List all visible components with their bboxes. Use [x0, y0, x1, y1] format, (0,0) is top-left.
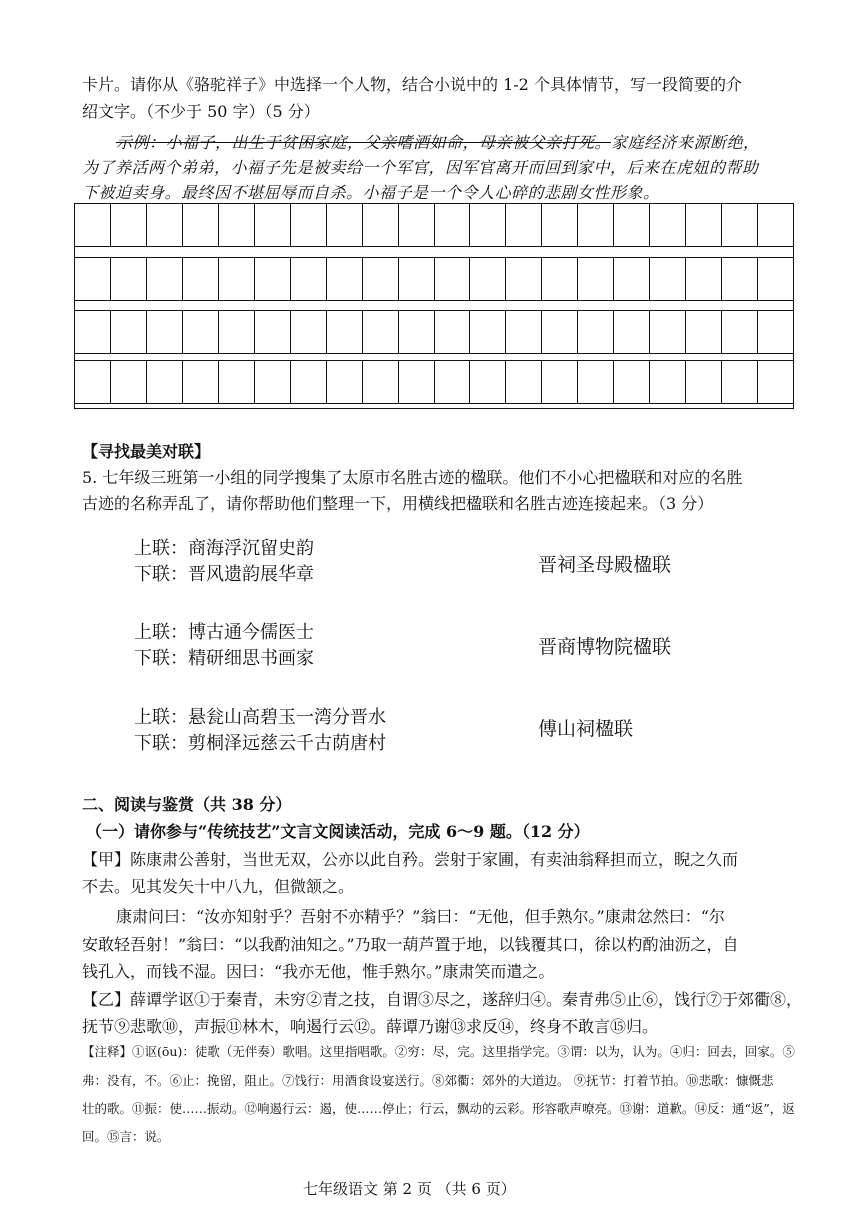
grid-cell[interactable]: [291, 311, 327, 353]
grid-cell[interactable]: [183, 361, 219, 403]
q5-line1: 5. 七年级三班第一小组的同学搜集了太原市名胜古迹的楹联。他们不小心把楹联和对应的名胜: [82, 468, 743, 487]
grid-cell[interactable]: [363, 311, 399, 353]
q4-example-rest: 家庭经济来源断绝，: [611, 133, 760, 152]
passage-jia-line: 安敢轻吾射！”翁曰：“以我酌油知之。”乃取一葫芦置于地，以钱覆其口，徐以杓酌油沥之，自: [82, 935, 739, 954]
grid-cell[interactable]: [219, 361, 255, 403]
grid-cell[interactable]: [111, 361, 147, 403]
couplet-lower: 下联：精研细思书画家: [134, 648, 314, 669]
grid-cell[interactable]: [542, 361, 578, 403]
grid-cell[interactable]: [542, 204, 578, 246]
grid-cell[interactable]: [470, 258, 506, 300]
annotation-line: 【注释】①讴(ōu)：徒歌（无伴奏）歌唱。这里指唱歌。②穷：尽，完。这里指学完。③谓：以为，认为。④归：回去，回家。⑤: [82, 1044, 795, 1059]
writing-grid[interactable]: [74, 203, 794, 409]
grid-cell[interactable]: [686, 361, 722, 403]
grid-cell[interactable]: [291, 258, 327, 300]
site-name[interactable]: 傅山祠楹联: [538, 718, 634, 740]
grid-cell[interactable]: [255, 361, 291, 403]
couplet-upper: 上联：博古通今儒医士: [134, 622, 314, 643]
site-name[interactable]: 晋祠圣母殿楹联: [538, 554, 672, 576]
grid-cell[interactable]: [147, 204, 183, 246]
grid-cell[interactable]: [219, 311, 255, 353]
grid-cell[interactable]: [542, 258, 578, 300]
q4-example-struck-text: 示例：小福子，出生于贫困家庭，父亲嗜酒如命，母亲被父亲打死。: [116, 133, 612, 152]
q4-line2: 绍文字。（不少于 50 字）（5 分）: [82, 102, 320, 121]
couplet-lower: 下联：晋风遗韵展华章: [134, 564, 314, 585]
grid-cell[interactable]: [758, 311, 793, 353]
grid-cell[interactable]: [363, 258, 399, 300]
grid-cell[interactable]: [435, 361, 471, 403]
grid-cell[interactable]: [686, 311, 722, 353]
grid-cell[interactable]: [327, 311, 363, 353]
q4-example-line3: 下被迫卖身。最终因不堪屈辱而自杀。小福子是一个令人心碎的悲剧女性形象。: [82, 183, 660, 202]
q4-line1: 卡片。请你从《骆驼祥子》中选择一个人物，结合小说中的 1-2 个具体情节，写一段简要的介: [82, 75, 742, 94]
grid-cell[interactable]: [111, 258, 147, 300]
grid-cell[interactable]: [435, 204, 471, 246]
grid-cell[interactable]: [506, 361, 542, 403]
grid-cell[interactable]: [147, 311, 183, 353]
passage-yi-line: 抚节⑨悲歌⑩，声振⑪林木，响遏行云⑫。薛谭乃谢⑬求反⑭，终身不敢言⑮归。: [82, 1017, 659, 1036]
grid-cell[interactable]: [399, 361, 435, 403]
grid-row: [75, 360, 793, 404]
grid-cell[interactable]: [435, 311, 471, 353]
grid-cell[interactable]: [722, 204, 758, 246]
page-footer: 七年级语文 第 2 页 （共 6 页）: [303, 1180, 516, 1198]
grid-cell[interactable]: [578, 204, 614, 246]
grid-cell[interactable]: [722, 311, 758, 353]
q4-example-line2: 为了养活两个弟弟，小福子先是被卖给一个军官，因军官离开而回到家中，后来在虎妞的帮助: [82, 158, 759, 177]
grid-cell[interactable]: [506, 258, 542, 300]
grid-cell[interactable]: [686, 204, 722, 246]
grid-cell[interactable]: [327, 258, 363, 300]
grid-cell[interactable]: [470, 361, 506, 403]
grid-cell[interactable]: [470, 204, 506, 246]
grid-cell[interactable]: [255, 204, 291, 246]
grid-cell[interactable]: [506, 311, 542, 353]
annotation-line: 壮的歌。⑪振：使……振动。⑫响遏行云：遏，使……停止；行云，飘动的云彩。形容歌声嘹亮。⑬谢：道歉。⑭反：通“返”，返: [82, 1101, 795, 1116]
couplet-section-heading: 【寻找最美对联】: [82, 442, 211, 461]
grid-cell[interactable]: [75, 311, 111, 353]
passage-jia-line: 钱孔入，而钱不湿。因曰：“我亦无他，惟手熟尔。”康肃笑而遣之。: [82, 962, 555, 981]
grid-cell[interactable]: [614, 361, 650, 403]
grid-cell[interactable]: [219, 204, 255, 246]
couplet-lower: 下联：剪桐泽远慈云千古荫唐村: [134, 733, 386, 754]
grid-cell[interactable]: [255, 258, 291, 300]
grid-cell[interactable]: [399, 204, 435, 246]
grid-cell[interactable]: [650, 311, 686, 353]
grid-cell[interactable]: [75, 258, 111, 300]
grid-cell[interactable]: [147, 258, 183, 300]
grid-cell[interactable]: [255, 311, 291, 353]
grid-cell[interactable]: [758, 361, 793, 403]
grid-cell[interactable]: [614, 258, 650, 300]
grid-cell[interactable]: [470, 311, 506, 353]
passage-jia-line: 【甲】陈康肃公善射，当世无双，公亦以此自矜。尝射于家圃，有卖油翁释担而立，睨之久而: [82, 850, 739, 869]
grid-cell[interactable]: [686, 258, 722, 300]
grid-cell[interactable]: [363, 204, 399, 246]
grid-cell[interactable]: [650, 258, 686, 300]
grid-cell[interactable]: [435, 258, 471, 300]
grid-cell[interactable]: [219, 258, 255, 300]
grid-cell[interactable]: [183, 204, 219, 246]
grid-cell[interactable]: [399, 311, 435, 353]
grid-cell[interactable]: [542, 311, 578, 353]
grid-cell[interactable]: [578, 311, 614, 353]
grid-cell[interactable]: [614, 204, 650, 246]
grid-cell[interactable]: [183, 258, 219, 300]
passage-yi-line: 【乙】薛谭学讴①于秦青，未穷②青之技，自谓③尽之，遂辞归④。秦青弗⑤止⑥，饯行⑦于郊衢⑧，: [82, 990, 803, 1009]
grid-cell[interactable]: [722, 361, 758, 403]
grid-cell[interactable]: [650, 204, 686, 246]
grid-cell[interactable]: [147, 361, 183, 403]
grid-cell[interactable]: [758, 258, 793, 300]
grid-cell[interactable]: [75, 204, 111, 246]
couplet-upper: 上联：商海浮沉留史韵: [134, 538, 314, 559]
grid-cell[interactable]: [291, 361, 327, 403]
annotation-line: 回。⑮言：说。: [82, 1129, 170, 1144]
grid-cell[interactable]: [75, 361, 111, 403]
grid-cell[interactable]: [758, 204, 793, 246]
grid-cell[interactable]: [183, 311, 219, 353]
grid-cell[interactable]: [506, 204, 542, 246]
section2-subheading: （一）请你参与“传统技艺”文言文阅读活动，完成 6～9 题。（12 分）: [86, 822, 590, 841]
annotation-line: 弗：没有，不。⑥止：挽留，阻止。⑦饯行：用酒食设宴送行。⑧郊衢：郊外的大道边。 ⑨抚节：打着节拍。⑩悲歌：慷慨悲: [82, 1073, 774, 1088]
grid-row: [75, 257, 793, 301]
section2-heading: 二、阅读与鉴赏（共 38 分）: [82, 795, 292, 814]
grid-cell[interactable]: [111, 204, 147, 246]
grid-cell[interactable]: [578, 258, 614, 300]
grid-cell[interactable]: [614, 311, 650, 353]
grid-cell[interactable]: [722, 258, 758, 300]
grid-cell[interactable]: [578, 361, 614, 403]
grid-cell[interactable]: [327, 361, 363, 403]
grid-cell[interactable]: [327, 204, 363, 246]
passage-jia-line: 康肃问曰：“汝亦知射乎？吾射不亦精乎？”翁曰：“无他，但手熟尔。”康肃忿然曰：“尔: [116, 907, 725, 926]
grid-cell[interactable]: [399, 258, 435, 300]
grid-cell[interactable]: [363, 361, 399, 403]
site-name[interactable]: 晋商博物院楹联: [538, 636, 672, 658]
grid-row: [75, 310, 793, 354]
q5-line2: 古迹的名称弄乱了，请你帮助他们整理一下，用横线把楹联和名胜古迹连接起来。（3 分）: [82, 494, 714, 513]
grid-cell[interactable]: [111, 311, 147, 353]
passage-jia-line: 不去。见其发矢十中八九，但微颔之。: [82, 877, 355, 896]
grid-cell[interactable]: [650, 361, 686, 403]
q4-example-line1: [116, 130, 760, 153]
grid-row: [75, 204, 793, 247]
couplet-upper: 上联：悬瓮山高碧玉一湾分晋水: [134, 707, 386, 728]
grid-cell[interactable]: [291, 204, 327, 246]
